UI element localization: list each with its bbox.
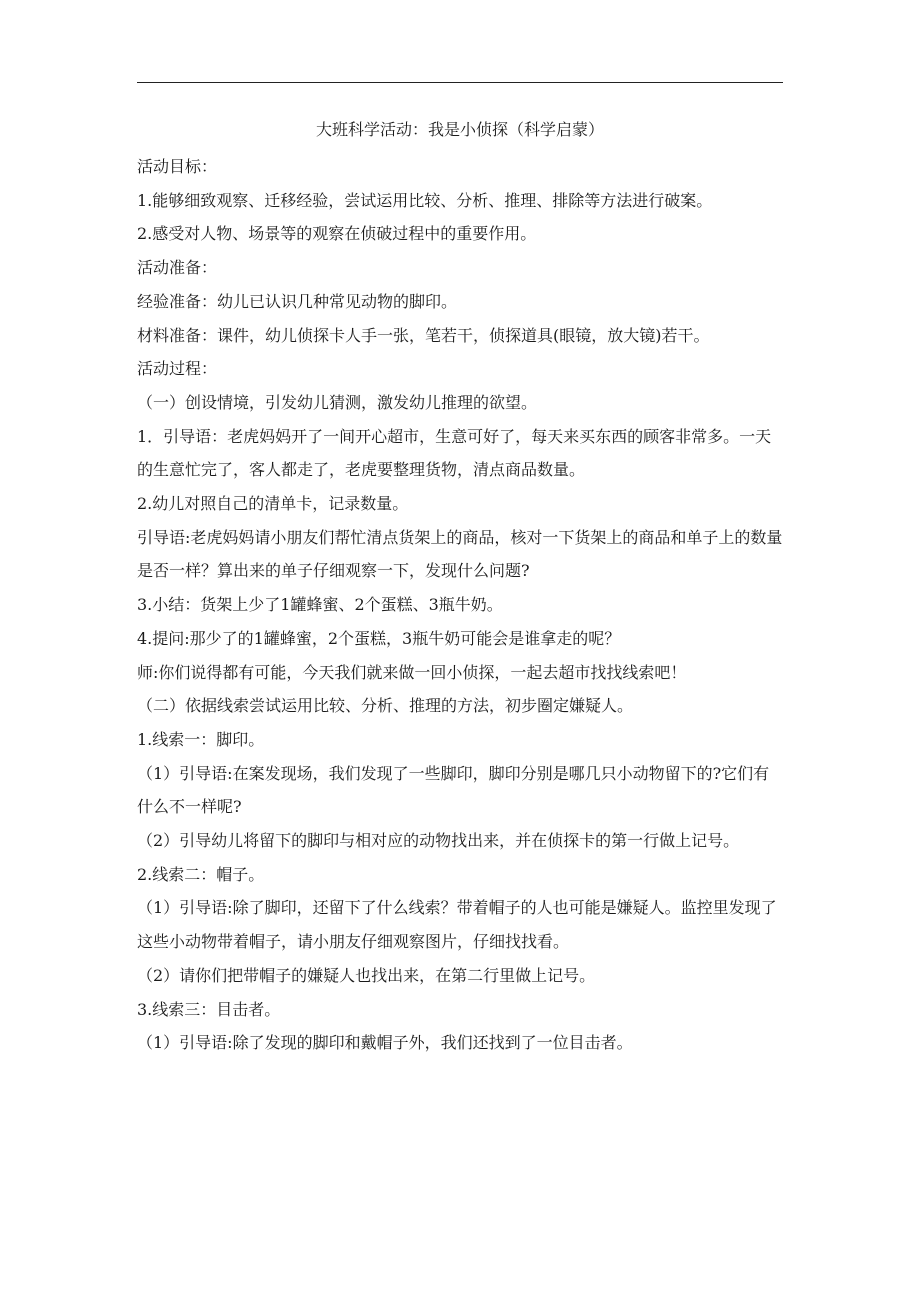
section-heading-goals: 活动目标：: [137, 157, 218, 176]
goal-item: 2.感受对人物、场景等的观察在侦破过程中的重要作用。: [137, 224, 537, 244]
preparation-item: 材料准备：课件，幼儿侦探卡人手一张，笔若干，侦探道具(眼镜，放大镜)若干。: [137, 325, 710, 345]
process-paragraph: 2.幼儿对照自己的清单卡，记录数量。: [137, 494, 409, 514]
document-body: [137, 150, 785, 1060]
process-step-heading: （二）依据线索尝试运用比较、分析、推理的方法，初步圈定嫌疑人。: [137, 696, 634, 716]
process-paragraph: 引导语:老虎妈妈请小朋友们帮忙清点货架上的商品，核对一下货架上的商品和单子上的数量是否一样？算出来的单子仔细观察一下，发现什么问题?: [137, 527, 783, 581]
section-heading-process: 活动过程：: [137, 359, 218, 379]
process-paragraph: 3.小结：货架上少了1罐蜂蜜、2个蛋糕、3瓶牛奶。: [137, 595, 503, 615]
process-paragraph: （2）引导幼儿将留下的脚印与相对应的动物找出来，并在侦探卡的第一行做上记号。: [137, 831, 740, 851]
process-paragraph: （1）引导语:在案发现场，我们发现了一些脚印，脚印分别是哪几只小动物留下的?它们有什么不一样呢?: [137, 763, 770, 817]
clue-heading: 1.线索一：脚印。: [137, 729, 265, 749]
preparation-item: 经验准备：幼儿已认识几种常见动物的脚印。: [137, 291, 458, 311]
clue-heading: 3.线索三：目击者。: [137, 999, 281, 1019]
clue-heading: 2.线索二：帽子。: [137, 864, 265, 884]
document-title: 大班科学活动：我是小侦探（科学启蒙）: [315, 120, 604, 139]
process-paragraph: 4.提问:那少了的1罐蜂蜜，2个蛋糕，3瓶牛奶可能会是谁拿走的呢？: [137, 628, 621, 648]
process-step-heading: （一）创设情境，引发幼儿猜测，激发幼儿推理的欲望。: [137, 392, 538, 412]
process-paragraph: （1）引导语:除了发现的脚印和戴帽子外，我们还找到了一位目击者。: [137, 1033, 633, 1053]
section-heading-preparation: 活动准备：: [137, 258, 218, 278]
header-rule: [137, 82, 783, 83]
process-paragraph: 1．引导语：老虎妈妈开了一间开心超市，生意可好了，每天来买东西的顾客非常多。一天的生意忙完了，客人都走了，老虎要整理货物，清点商品数量。: [137, 426, 772, 480]
goal-item: 1.能够细致观察、迁移经验，尝试运用比较、分析、推理、排除等方法进行破案。: [137, 190, 713, 210]
process-paragraph: （2）请你们把带帽子的嫌疑人也找出来，在第二行里做上记号。: [137, 965, 596, 985]
process-paragraph: （1）引导语:除了脚印，还留下了什么线索？带着帽子的人也可能是嫌疑人。监控里发现了这些小动物带着帽子，请小朋友仔细观察图片，仔细找找看。: [137, 898, 777, 952]
process-paragraph: 师:你们说得都有可能，今天我们就来做一回小侦探，一起去超市找找线索吧！: [137, 662, 687, 682]
